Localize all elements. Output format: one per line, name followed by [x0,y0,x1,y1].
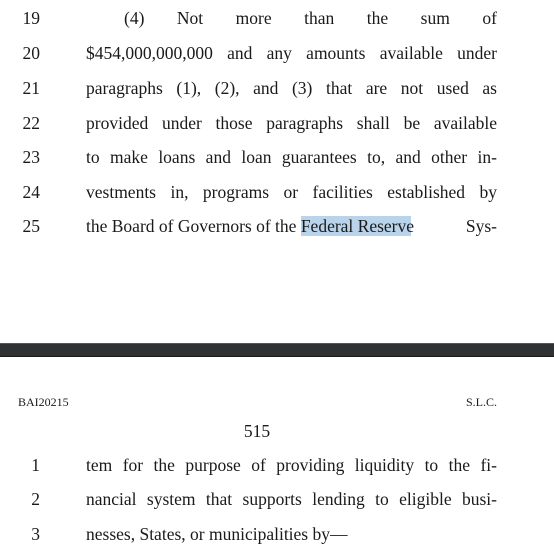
text-line-2 [0,486,554,512]
word: more [235,8,272,28]
word: of [482,8,497,28]
word: the [366,8,389,28]
page-number: 515 [243,421,271,441]
line-number: 1 [31,455,40,475]
text-line-19 [0,5,554,31]
text-line-24 [0,179,554,205]
line-text [86,213,497,239]
line-number: 21 [22,78,40,98]
word: Not [176,8,204,28]
line-number: 20 [22,43,40,63]
line-text [124,5,497,31]
line-text: $454,000,000,000 and any amounts available under [86,43,497,63]
line-text: tem for the purpose of providing liquidity to the fi- [86,455,497,475]
line-number: 23 [22,147,40,167]
word: sum [420,8,450,28]
selected-text[interactable] [301,213,414,239]
word: than [304,8,335,28]
document-page-bottom [0,357,554,547]
line-number: 25 [22,216,40,236]
line-text: vestments in, programs or facilities established by [86,182,497,202]
line-text: nancial system that supports lending to eligible busi- [86,489,497,509]
text-line-21 [0,75,554,101]
line-number: 22 [22,113,40,133]
line-text-after: Sys- [461,216,497,236]
line-number: 2 [31,489,40,509]
document-id: BAI20215 [18,395,69,409]
text-line-25 [0,213,554,239]
word: (4) [124,8,145,28]
line-text: nesses, States, or municipalities by— [86,524,348,544]
text-line-20 [0,40,554,66]
selection-highlight[interactable]: Federal Reserv [300,216,407,236]
line-text: to make loans and loan guarantees to, and other in- [86,147,497,167]
selection-highlight-partial[interactable]: e [406,216,415,236]
line-text: paragraphs (1), (2), and (3) that are not used as [86,78,497,98]
text-line-23 [0,144,554,170]
line-number: 24 [22,182,40,202]
document-code: S.L.C. [465,395,497,409]
line-number: 3 [31,524,40,544]
text-line-1 [0,452,554,478]
page-separator [0,343,554,357]
line-number: 19 [22,8,40,28]
line-text-before: the Board of Governors of the [86,216,301,236]
text-line-22 [0,110,554,136]
line-text: provided under those paragraphs shall be available [86,113,497,133]
text-line-3 [0,521,554,547]
